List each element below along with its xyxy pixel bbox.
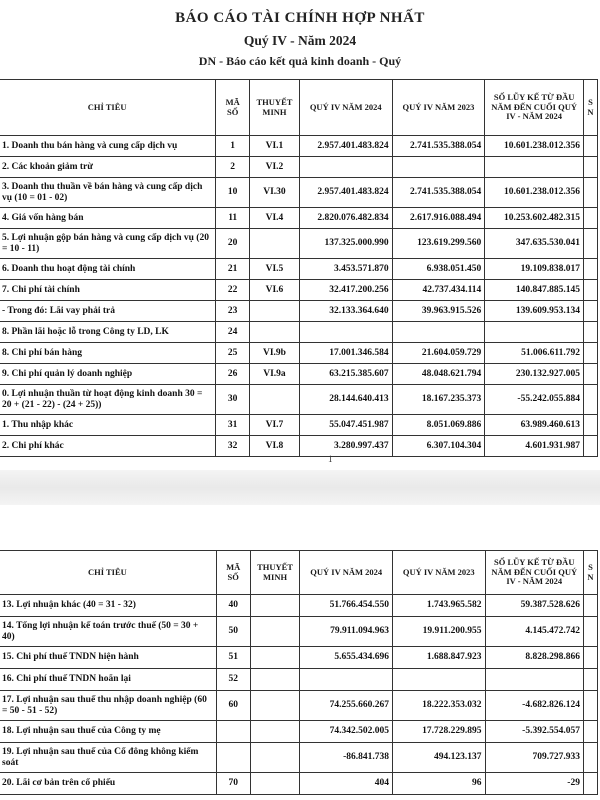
row-name: 15. Chi phí thuế TNDN hiện hành	[0, 647, 216, 669]
income-statement-table-2	[0, 550, 598, 795]
row-q4-2023: 18.167.235.373	[392, 385, 485, 415]
header-extra: S N	[583, 551, 597, 595]
row-note: VI.1	[250, 136, 300, 157]
row-note	[250, 691, 300, 721]
row-name: 3. Doanh thu thuần về bán hàng và cung cấp dịch vụ (10 = 01 - 02)	[0, 178, 216, 208]
row-extra	[583, 436, 597, 457]
row-q4-2024: 32.133.364.640	[299, 301, 392, 322]
row-accumulated	[485, 157, 584, 178]
row-q4-2024: 2.957.401.483.824	[299, 178, 392, 208]
row-accumulated: 59.387.528.626	[485, 595, 583, 617]
row-q4-2024: 3.453.571.870	[299, 259, 392, 280]
row-extra	[583, 617, 597, 647]
header-code: MÃ SỐ	[216, 551, 250, 595]
row-extra	[583, 280, 597, 301]
row-q4-2024	[299, 322, 392, 343]
row-code: 30	[216, 385, 250, 415]
row-extra	[583, 691, 597, 721]
row-accumulated: 139.609.953.134	[485, 301, 584, 322]
row-code: 26	[216, 364, 250, 385]
row-q4-2024: 55.047.451.987	[299, 415, 392, 436]
row-note	[250, 773, 300, 795]
row-code: 31	[216, 415, 250, 436]
row-q4-2023: 123.619.299.560	[392, 229, 485, 259]
row-q4-2023: 17.728.229.895	[393, 721, 486, 743]
table-row	[0, 301, 598, 322]
row-q4-2024: 2.820.076.482.834	[299, 208, 392, 229]
row-name: 0. Lợi nhuận thuần từ hoạt động kinh doanh 30 = 20 + (21 - 22) - (24 + 25))	[0, 385, 216, 415]
row-q4-2024	[300, 669, 393, 691]
row-q4-2023: 1.743.965.582	[393, 595, 486, 617]
header-note: THUYẾT MINH	[250, 551, 300, 595]
row-code: 11	[216, 208, 250, 229]
row-name: 13. Lợi nhuận khác (40 = 31 - 32)	[0, 595, 216, 617]
row-q4-2024: 74.255.660.267	[300, 691, 393, 721]
row-q4-2023: 96	[393, 773, 486, 795]
row-q4-2023: 6.307.104.304	[392, 436, 485, 457]
table-row	[0, 743, 598, 773]
row-q4-2023: 48.048.621.794	[392, 364, 485, 385]
row-q4-2023	[393, 669, 486, 691]
row-accumulated	[485, 322, 584, 343]
row-accumulated: 140.847.885.145	[485, 280, 584, 301]
row-code: 2	[216, 157, 250, 178]
table-row	[0, 136, 598, 157]
row-name: 19. Lợi nhuận sau thuế của Cổ đông không kiểm soát	[0, 743, 216, 773]
row-accumulated: 230.132.927.005	[485, 364, 584, 385]
row-q4-2023: 8.051.069.886	[392, 415, 485, 436]
page-mark: 1	[328, 454, 333, 464]
row-accumulated: 347.635.530.041	[485, 229, 584, 259]
row-accumulated: -29	[485, 773, 583, 795]
row-q4-2023: 19.911.200.955	[393, 617, 486, 647]
row-code: 24	[216, 322, 250, 343]
row-note	[250, 721, 300, 743]
row-note: VI.9b	[250, 343, 300, 364]
row-code	[216, 743, 250, 773]
table-row	[0, 415, 598, 436]
row-extra	[583, 595, 597, 617]
row-code: 70	[216, 773, 250, 795]
row-extra	[583, 415, 597, 436]
row-code: 60	[216, 691, 250, 721]
header-extra: S N	[583, 80, 597, 136]
row-note: VI.9a	[250, 364, 300, 385]
row-q4-2023: 2.741.535.388.054	[392, 178, 485, 208]
table-row	[0, 259, 598, 280]
header-note: THUYẾT MINH	[250, 80, 300, 136]
row-accumulated: 10.601.238.012.356	[485, 178, 584, 208]
header-name: CHỈ TIÊU	[0, 551, 216, 595]
row-accumulated: -5.392.554.057	[485, 721, 583, 743]
row-note: VI.7	[250, 415, 300, 436]
row-code: 21	[216, 259, 250, 280]
row-q4-2023: 6.938.051.450	[392, 259, 485, 280]
row-note	[250, 229, 300, 259]
row-q4-2023: 2.741.535.388.054	[392, 136, 485, 157]
header-code: MÃ SỐ	[216, 80, 250, 136]
row-q4-2023	[392, 322, 485, 343]
row-name: 1. Thu nhập khác	[0, 415, 216, 436]
header-q4-2024: QUÝ IV NĂM 2024	[299, 80, 392, 136]
row-note: VI.8	[250, 436, 300, 457]
table-row	[0, 157, 598, 178]
row-q4-2024: 79.911.094.963	[300, 617, 393, 647]
row-q4-2024: 137.325.000.990	[299, 229, 392, 259]
row-q4-2023: 18.222.353.032	[393, 691, 486, 721]
row-extra	[583, 773, 597, 795]
row-code: 50	[216, 617, 250, 647]
row-name: 9. Chi phí quản lý doanh nghiệp	[0, 364, 216, 385]
row-q4-2024: 404	[300, 773, 393, 795]
row-note	[250, 385, 300, 415]
row-name: 5. Lợi nhuận gộp bán hàng và cung cấp dịch vụ (20 = 10 - 11)	[0, 229, 216, 259]
row-extra	[583, 229, 597, 259]
row-q4-2023: 494.123.137	[393, 743, 486, 773]
row-note	[250, 301, 300, 322]
table-row	[0, 773, 598, 795]
row-extra	[583, 301, 597, 322]
table-row	[0, 343, 598, 364]
row-name: 6. Doanh thu hoạt động tài chính	[0, 259, 216, 280]
table-row	[0, 617, 598, 647]
row-note	[250, 617, 300, 647]
row-code: 10	[216, 178, 250, 208]
row-q4-2024: 28.144.640.413	[299, 385, 392, 415]
report-period: Quý IV - Năm 2024	[243, 33, 357, 48]
row-q4-2024	[299, 157, 392, 178]
row-accumulated: 10.601.238.012.356	[485, 136, 584, 157]
row-note	[250, 322, 300, 343]
row-q4-2024: 2.957.401.483.824	[299, 136, 392, 157]
row-name: - Trong đó: Lãi vay phải trả	[0, 301, 216, 322]
header-accumulated: SỐ LŨY KẾ TỪ ĐẦU NĂM ĐẾN CUỐI QUÝ IV - NĂM 2024	[485, 551, 583, 595]
row-extra	[583, 364, 597, 385]
row-extra	[583, 721, 597, 743]
row-name: 16. Chi phí thuế TNDN hoãn lại	[0, 669, 216, 691]
row-code: 40	[216, 595, 250, 617]
row-code: 25	[216, 343, 250, 364]
row-name: 4. Giá vốn hàng bán	[0, 208, 216, 229]
row-note	[250, 595, 300, 617]
table-row	[0, 595, 598, 617]
row-note: VI.5	[250, 259, 300, 280]
row-code: 51	[216, 647, 250, 669]
table-row	[0, 721, 598, 743]
row-extra	[583, 343, 597, 364]
row-name: 2. Chi phí khác	[0, 436, 216, 457]
row-name: 7. Chi phí tài chính	[0, 280, 216, 301]
row-note: VI.2	[250, 157, 300, 178]
header-name: CHỈ TIÊU	[0, 80, 216, 136]
report-title: BÁO CÁO TÀI CHÍNH HỢP NHẤT	[175, 10, 425, 26]
row-q4-2024: 32.417.200.256	[299, 280, 392, 301]
row-q4-2024: 3.280.997.437	[299, 436, 392, 457]
row-extra	[583, 208, 597, 229]
table-row	[0, 669, 598, 691]
row-accumulated: 10.253.602.482.315	[485, 208, 584, 229]
row-q4-2024: 17.001.346.584	[299, 343, 392, 364]
row-accumulated: 8.828.298.866	[485, 647, 583, 669]
header-q4-2023: QUÝ IV NĂM 2023	[392, 80, 485, 136]
report-page-2	[0, 505, 600, 800]
row-code: 1	[216, 136, 250, 157]
table-row	[0, 647, 598, 669]
row-accumulated: -4.682.826.124	[485, 691, 583, 721]
row-q4-2024: 63.215.385.607	[299, 364, 392, 385]
row-note: VI.30	[250, 178, 300, 208]
row-name: 2. Các khoản giảm trừ	[0, 157, 216, 178]
income-statement-table-1	[0, 79, 598, 457]
table-row	[0, 208, 598, 229]
row-code: 23	[216, 301, 250, 322]
row-extra	[583, 669, 597, 691]
row-name: 17. Lợi nhuận sau thuế thu nhập doanh nghiệp (60 = 50 - 51 - 52)	[0, 691, 216, 721]
row-q4-2023: 42.737.434.114	[392, 280, 485, 301]
table-row	[0, 322, 598, 343]
header-q4-2024: QUÝ IV NĂM 2024	[300, 551, 393, 595]
row-name: 1. Doanh thu bán hàng và cung cấp dịch vụ	[0, 136, 216, 157]
row-extra	[583, 178, 597, 208]
table-row	[0, 364, 598, 385]
header-q4-2023: QUÝ IV NĂM 2023	[393, 551, 486, 595]
row-code: 20	[216, 229, 250, 259]
table-row	[0, 436, 598, 457]
row-note	[250, 669, 300, 691]
row-q4-2023: 39.963.915.526	[392, 301, 485, 322]
row-accumulated: 63.989.460.613	[485, 415, 584, 436]
row-q4-2024: -86.841.738	[300, 743, 393, 773]
row-note	[250, 743, 300, 773]
row-name: 18. Lợi nhuận sau thuế của Công ty mẹ	[0, 721, 216, 743]
row-accumulated: 709.727.933	[485, 743, 583, 773]
row-extra	[583, 136, 597, 157]
row-q4-2023: 1.688.847.923	[393, 647, 486, 669]
table-row	[0, 280, 598, 301]
table-row	[0, 385, 598, 415]
row-accumulated	[485, 669, 583, 691]
top-cut-text	[90, 0, 174, 4]
row-accumulated: -55.242.055.884	[485, 385, 584, 415]
row-code: 32	[216, 436, 250, 457]
row-q4-2024: 5.655.434.696	[300, 647, 393, 669]
row-extra	[583, 157, 597, 178]
row-q4-2023: 2.617.916.088.494	[392, 208, 485, 229]
page-gap	[0, 470, 600, 505]
row-extra	[583, 385, 597, 415]
row-name: 20. Lãi cơ bản trên cổ phiếu	[0, 773, 216, 795]
row-q4-2024: 51.766.454.550	[300, 595, 393, 617]
table-row	[0, 178, 598, 208]
row-note: VI.6	[250, 280, 300, 301]
row-q4-2023: 21.604.059.729	[392, 343, 485, 364]
row-extra	[583, 322, 597, 343]
table-row	[0, 229, 598, 259]
row-extra	[583, 647, 597, 669]
row-extra	[583, 259, 597, 280]
table-row	[0, 691, 598, 721]
row-name: 8. Chi phí bán hàng	[0, 343, 216, 364]
row-accumulated: 19.109.838.017	[485, 259, 584, 280]
row-q4-2024: 74.342.502.005	[300, 721, 393, 743]
row-code: 52	[216, 669, 250, 691]
header-accumulated: SỐ LŨY KẾ TỪ ĐẦU NĂM ĐẾN CUỐI QUÝ IV - NĂM 2024	[485, 80, 584, 136]
row-name: 8. Phần lãi hoặc lỗ trong Công ty LD, LK	[0, 322, 216, 343]
row-note	[250, 647, 300, 669]
row-accumulated: 51.006.611.792	[485, 343, 584, 364]
row-code	[216, 721, 250, 743]
row-accumulated: 4.145.472.742	[485, 617, 583, 647]
row-note: VI.4	[250, 208, 300, 229]
row-extra	[583, 743, 597, 773]
row-name: 14. Tổng lợi nhuận kế toán trước thuế (50 = 30 + 40)	[0, 617, 216, 647]
row-accumulated: 4.601.931.987	[485, 436, 584, 457]
row-q4-2023	[392, 157, 485, 178]
row-code: 22	[216, 280, 250, 301]
report-subtitle: DN - Báo cáo kết quả kinh doanh - Quý	[198, 54, 402, 68]
